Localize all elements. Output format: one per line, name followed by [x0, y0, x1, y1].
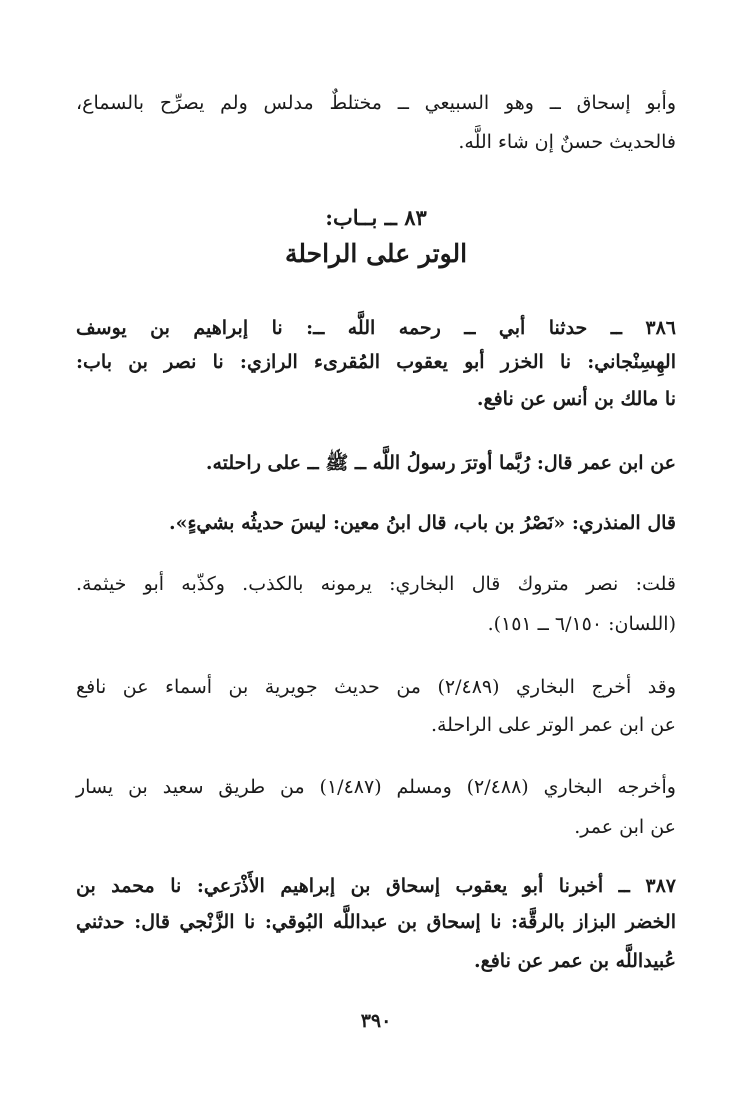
- bukhari-line-1: وقد أخرج البخاري (٢/٤٨٩) من حديث جويرية بن أسماء عن نافع: [76, 676, 677, 698]
- bukhari-line-2: عن ابن عمر الوتر على الراحلة.: [430, 714, 676, 736]
- mundhiri-note: قال المنذري: «نَصْرُ بن باب، قال ابنُ معين: ليسَ حديثُه بشيءٍ».: [168, 512, 676, 534]
- hadith-386-isnad-line-3: نا مالك بن أنس عن نافع.: [476, 388, 676, 410]
- chapter-title: الوتر على الراحلة: [284, 239, 468, 268]
- chapter-number: ٨٣ ــ بــاب:: [325, 205, 427, 230]
- page-number: ٣٩٠: [360, 1010, 392, 1032]
- intro-line-1: وأبو إسحاق ــ وهو السبيعي ــ مختلطٌ مدلس ولم يصرِّح بالسماع،: [76, 92, 676, 114]
- hadith-386-matn: عن ابن عمر قال: رُبَّما أوترَ رسولُ اللَّه ــ ﷺ ــ على راحلته.: [205, 452, 676, 474]
- hadith-386-isnad-line-1: ٣٨٦ ــ حدثنا أبي ــ رحمه اللَّه ــ: نا إبراهيم بن يوسف: [76, 317, 676, 339]
- hadith-386-isnad-line-2: الهِسِنْجاني: نا الخزر أبو يعقوب المُقرىء الرازي: نا نصر بن باب:: [76, 351, 676, 373]
- hadith-387-line-1: ٣٨٧ ــ أخبرنا أبو يعقوب إسحاق بن إبراهيم الأَذْرَعي: نا محمد بن: [76, 875, 676, 897]
- muslim-line-2: عن ابن عمر.: [574, 816, 676, 838]
- hadith-387-line-3: عُبيداللَّه بن عمر عن نافع.: [473, 950, 676, 972]
- intro-line-2: فالحديث حسنٌ إن شاء اللَّه.: [458, 131, 676, 153]
- qultu-line-2: (اللسان: ٦/١٥٠ ــ ١٥١).: [487, 613, 676, 635]
- muslim-line-1: وأخرجه البخاري (٢/٤٨٨) ومسلم (١/٤٨٧) من طريق سعيد بن يسار: [76, 776, 676, 798]
- hadith-387-line-2: الخضر البزاز بالرقَّة: نا إسحاق بن عبداللَّه البُوقي: نا الزَّنْجي قال: حدثني: [76, 911, 676, 933]
- qultu-line-1: قلت: نصر متروك قال البخاري: يرمونه بالكذب. وكذّبه أبو خيثمة.: [76, 573, 676, 595]
